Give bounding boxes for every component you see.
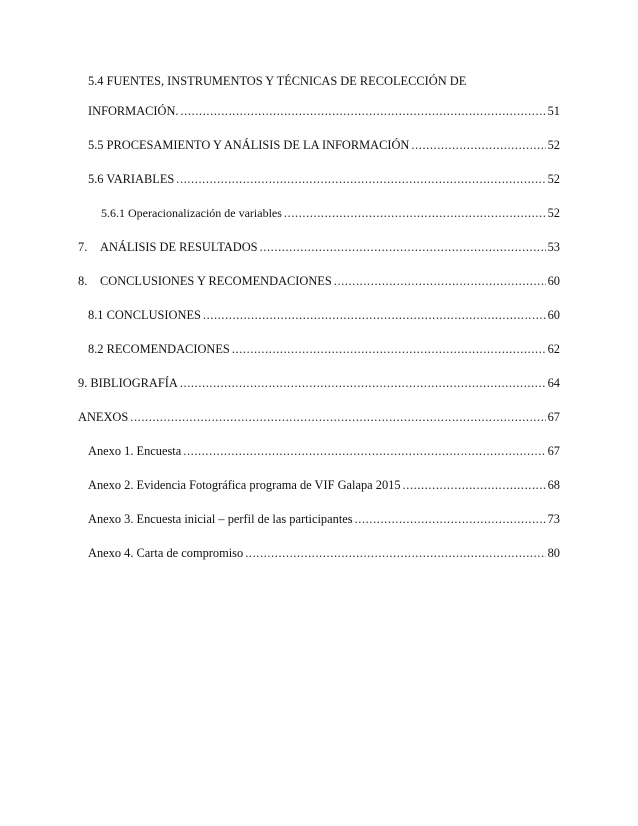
toc-entry-page: 73 <box>547 512 560 526</box>
toc-entry <box>88 307 560 323</box>
toc-leader-dots <box>284 205 546 221</box>
toc-entry <box>88 73 466 89</box>
toc-leader-dots <box>176 171 545 187</box>
toc-entry-page: 52 <box>547 138 560 152</box>
toc-leader-dots <box>180 375 546 391</box>
toc-entry-page: 53 <box>547 240 560 254</box>
toc-entry-title: Anexo 1. Encuesta <box>88 444 182 458</box>
toc-entry-page: 60 <box>547 274 560 288</box>
toc-entry-title: Anexo 3. Encuesta inicial – perfil de las participantes <box>88 512 353 526</box>
toc-leader-dots <box>130 409 545 425</box>
toc-entry-page: 52 <box>547 172 560 186</box>
toc-leader-dots <box>411 137 545 153</box>
toc-entry-page: 64 <box>547 376 560 390</box>
toc-entry-title: 8.2 RECOMENDACIONES <box>88 342 230 356</box>
toc-leader-dots <box>232 341 546 357</box>
toc-entry-number: 8. <box>78 274 88 288</box>
toc-entry-title: 5.6.1 Operacionalización de variables <box>101 206 282 220</box>
toc-entry-title: INFORMACIÓN. <box>88 104 179 118</box>
toc-entry-title: ANÁLISIS DE RESULTADOS <box>100 240 258 254</box>
toc-entry <box>78 273 560 289</box>
toc-entry <box>78 409 560 425</box>
toc-leader-dots <box>355 511 546 527</box>
toc-leader-dots <box>260 239 546 255</box>
toc-entry-page: 67 <box>547 444 560 458</box>
toc-entry <box>78 239 560 255</box>
toc-entry <box>88 103 560 119</box>
toc-entry-title: Anexo 4. Carta de compromiso <box>88 546 244 560</box>
toc-entry-title: 5.6 VARIABLES <box>88 172 175 186</box>
toc-leader-dots <box>245 545 545 561</box>
toc-entry <box>88 443 560 459</box>
toc-entry-title: 5.5 PROCESAMIENTO Y ANÁLISIS DE LA INFORMACIÓN <box>88 138 410 152</box>
toc-entry <box>88 171 560 187</box>
toc-entry <box>88 137 560 153</box>
toc-entry-title: Anexo 2. Evidencia Fotográfica programa de VIF Galapa 2015 <box>88 478 401 492</box>
toc-entry-title: 5.4 FUENTES, INSTRUMENTOS Y TÉCNICAS DE RECOLECCIÓN DE <box>88 74 467 88</box>
toc-leader-dots <box>403 477 546 493</box>
toc-entry-title: ANEXOS <box>78 410 129 424</box>
toc-entry-page: 67 <box>547 410 560 424</box>
toc-entry <box>101 205 560 221</box>
toc-entry-title: CONCLUSIONES Y RECOMENDACIONES <box>100 274 332 288</box>
toc-entry <box>88 477 560 493</box>
toc-entry-number: 7. <box>78 240 88 254</box>
toc-entry <box>88 545 560 561</box>
toc-entry-page: 62 <box>547 342 560 356</box>
toc-leader-dots <box>334 273 546 289</box>
toc-entry <box>78 375 560 391</box>
toc-entry-page: 60 <box>547 308 560 322</box>
toc-entry-page: 80 <box>547 546 560 560</box>
toc-leader-dots <box>183 443 545 459</box>
toc-entry-page: 52 <box>547 206 560 220</box>
toc-entry-title: 9. BIBLIOGRAFÍA <box>78 376 178 390</box>
toc-entry-page: 68 <box>547 478 560 492</box>
toc-leader-dots <box>203 307 546 323</box>
toc-entry <box>88 511 560 527</box>
toc-leader-dots <box>181 103 546 119</box>
toc-entry-title: 8.1 CONCLUSIONES <box>88 308 201 322</box>
toc-entry <box>88 341 560 357</box>
toc-entry-page: 51 <box>547 104 560 118</box>
